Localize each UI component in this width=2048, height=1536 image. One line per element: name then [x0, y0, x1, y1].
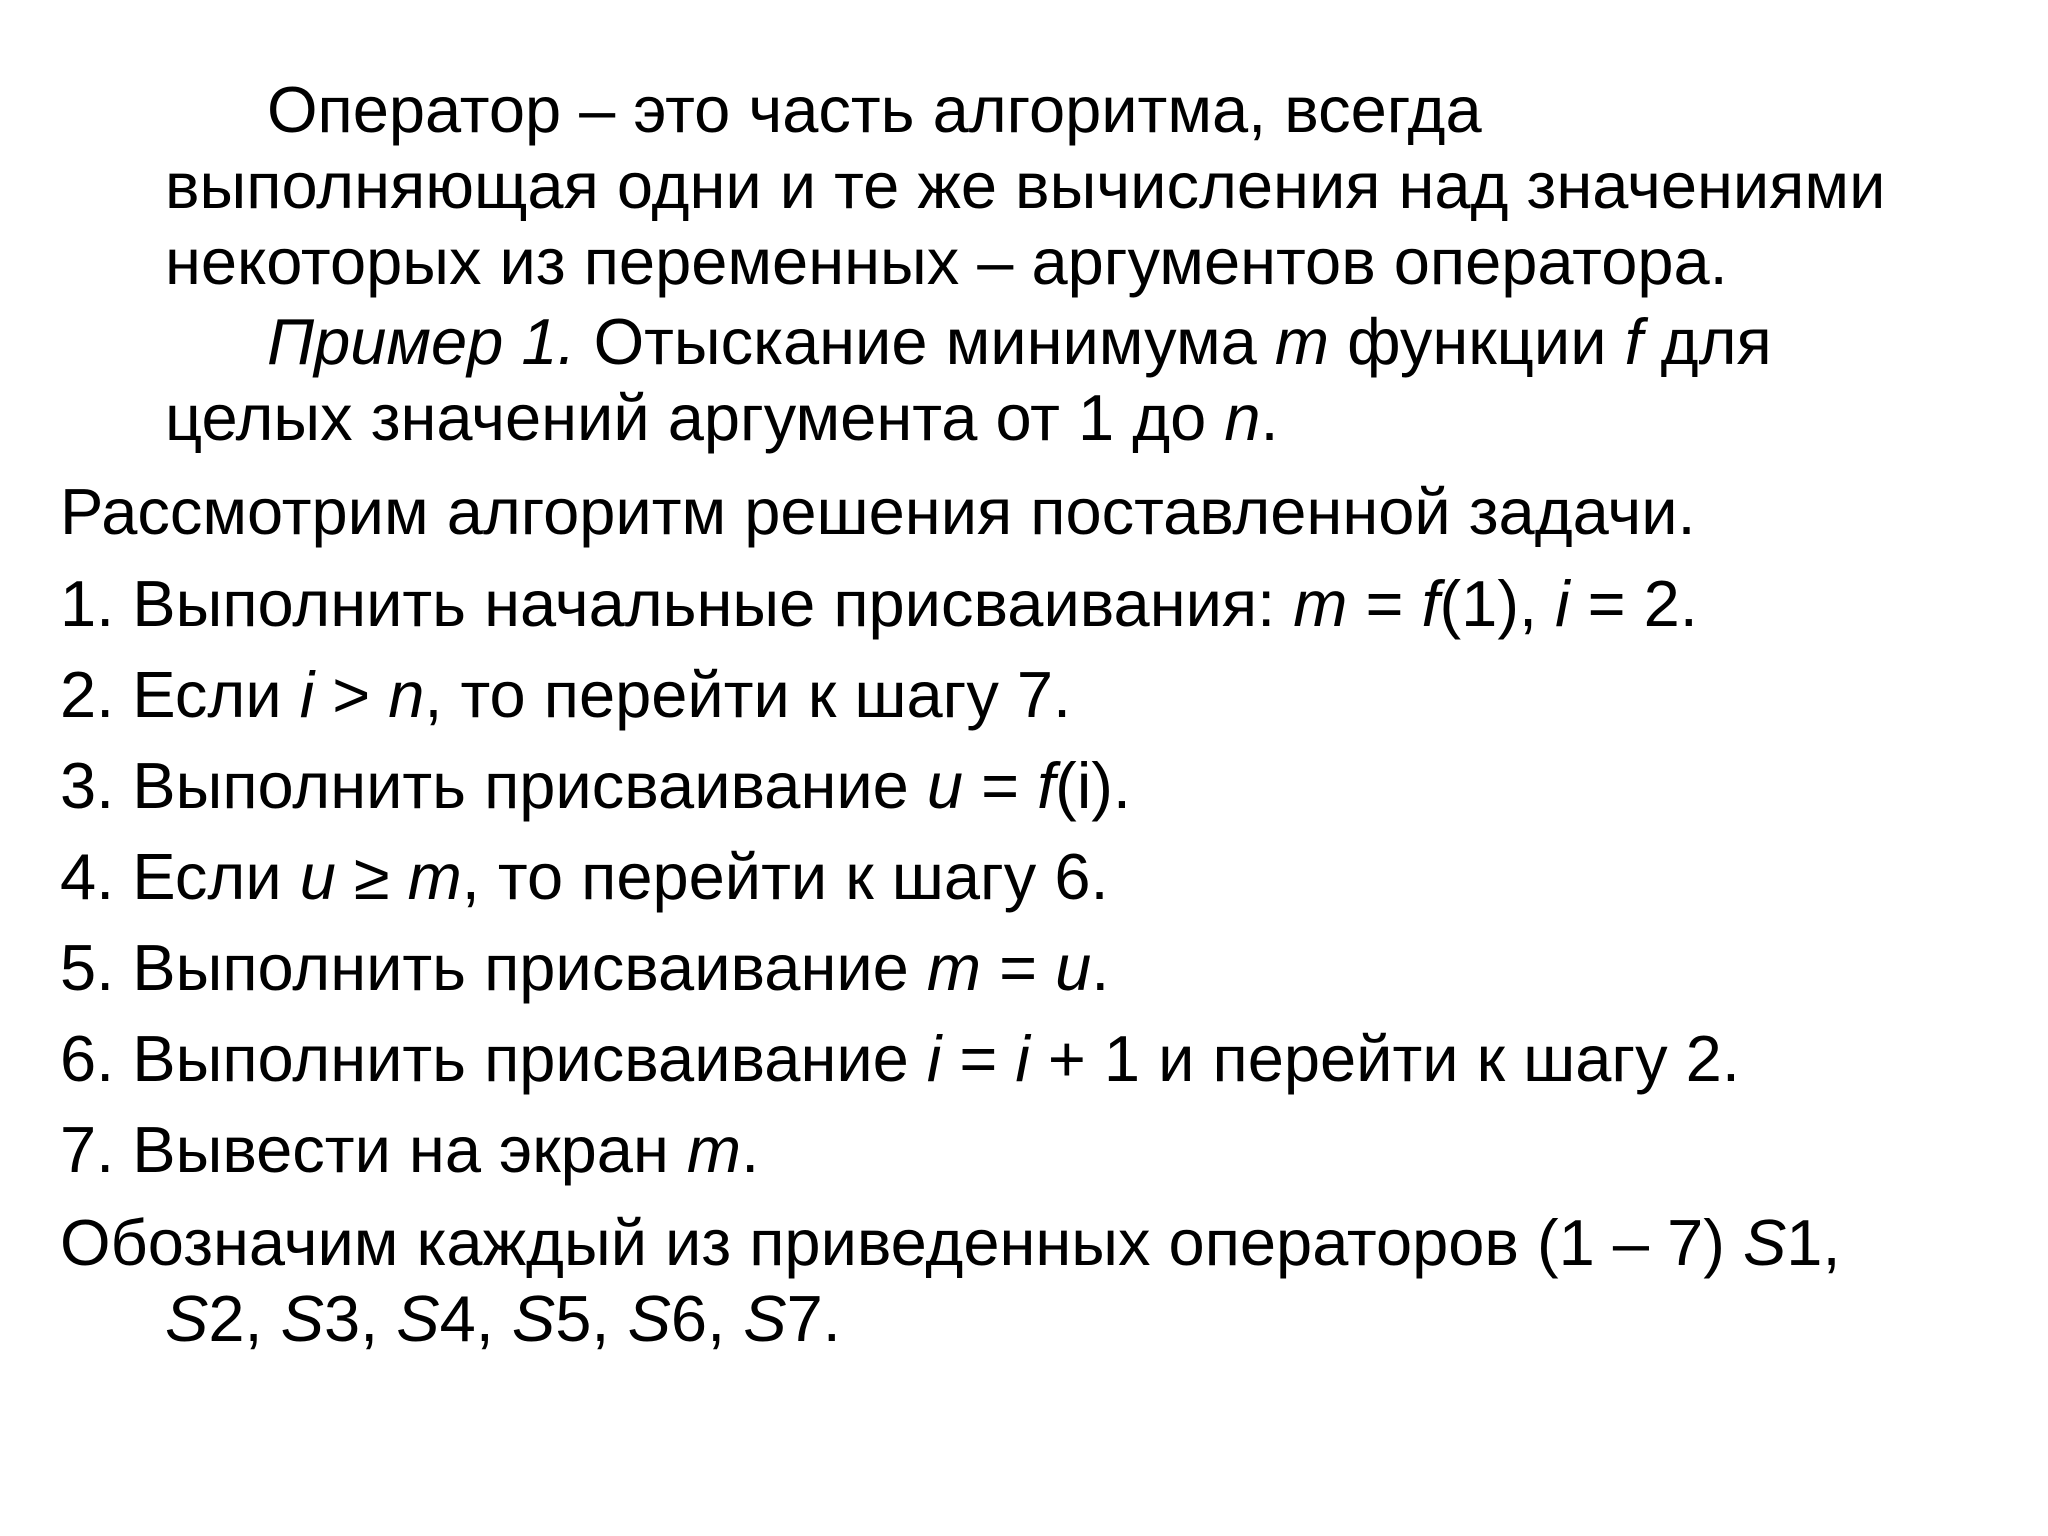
definition-line-1: Оператор – это часть алгоритма, всегда: [267, 73, 1482, 146]
operator-num: 2,: [208, 1282, 281, 1355]
example-line-2: [165, 380, 1772, 456]
operator-s: S: [165, 1282, 209, 1355]
operator-s: S: [511, 1282, 556, 1355]
intro-line: Рассмотрим алгоритм решения поставленной задачи.: [60, 475, 1696, 548]
operator-num: 5,: [555, 1282, 628, 1355]
step-text: (i).: [1055, 749, 1131, 822]
step-text: 7. Вывести на экран: [60, 1113, 687, 1186]
var-i: i: [926, 1022, 942, 1095]
var-f: f: [1037, 749, 1056, 822]
step-text: = 2.: [1569, 567, 1698, 640]
var-u: u: [299, 840, 336, 913]
var-i: i: [1555, 567, 1570, 640]
step-text: 6. Выполнить присваивание: [60, 1022, 927, 1095]
var-f: f: [1421, 567, 1440, 640]
var-m: m: [686, 1113, 742, 1186]
step-text: , то перейти к шагу 7.: [424, 658, 1072, 731]
step-text: , то перейти к шагу 6.: [461, 840, 1109, 913]
step-text: .: [741, 1113, 760, 1186]
conclusion-text: Обозначим каждый из приведенных операторов (1 – 7): [60, 1206, 1743, 1279]
var-u: u: [1055, 931, 1092, 1004]
step-4: [60, 839, 1109, 915]
step-text: ≥: [335, 840, 408, 913]
operator-num: 7.: [786, 1282, 841, 1355]
var-m: m: [1274, 305, 1330, 378]
step-text: =: [1347, 567, 1422, 640]
example-text-1: Отыскание минимума: [575, 305, 1275, 378]
example-label: Пример 1.: [267, 305, 576, 378]
example-line-2-text: целых значений аргумента от 1 до: [165, 381, 1225, 454]
operator-num: 1,: [1786, 1206, 1841, 1279]
step-3: [60, 748, 1131, 824]
conclusion-line-1: [60, 1205, 1841, 1281]
operator-num: 4,: [439, 1282, 512, 1355]
var-u: u: [926, 749, 964, 822]
step-text: 4. Если: [60, 840, 300, 913]
step-5: [60, 930, 1109, 1006]
step-6: [60, 1021, 1740, 1097]
var-m: m: [407, 840, 462, 913]
step-text: =: [981, 931, 1056, 1004]
var-m: m: [926, 931, 982, 1004]
step-text: =: [941, 1022, 1016, 1095]
operator-s: S: [396, 1282, 440, 1355]
example-line-2-end: .: [1260, 381, 1279, 454]
example-paragraph: [165, 304, 1772, 456]
example-text-3: для: [1642, 305, 1772, 378]
step-text: + 1 и перейти к шагу 2.: [1029, 1022, 1740, 1095]
example-text-2: функции: [1329, 305, 1625, 378]
step-text: 3. Выполнить присваивание: [60, 749, 927, 822]
operator-num: 3,: [324, 1282, 397, 1355]
operator-s: S: [743, 1282, 787, 1355]
step-1: [60, 566, 1698, 642]
var-i: i: [1015, 1022, 1030, 1095]
conclusion-line-2: [60, 1281, 1841, 1357]
var-m: m: [1293, 567, 1348, 640]
var-i: i: [299, 658, 315, 731]
definition-line-2: выполняющая одни и те же вычисления над значениями: [165, 149, 1886, 222]
step-text: =: [963, 749, 1038, 822]
step-text: .: [1091, 931, 1110, 1004]
conclusion-paragraph: [60, 1205, 1841, 1357]
operator-s: S: [627, 1282, 671, 1355]
step-text: 1. Выполнить начальные присваивания:: [60, 567, 1294, 640]
example-line-1: [165, 304, 1772, 380]
operator-num: 6,: [670, 1282, 744, 1355]
operator-s: S: [1742, 1206, 1787, 1279]
step-2: [60, 657, 1071, 733]
step-text: >: [314, 658, 389, 731]
definition-line-3: некоторых из переменных – аргументов оператора.: [165, 225, 1728, 298]
var-n: n: [1224, 381, 1261, 454]
operator-s: S: [280, 1282, 324, 1355]
step-7: [60, 1112, 759, 1188]
step-text: (1),: [1439, 567, 1556, 640]
var-n: n: [388, 658, 425, 731]
step-text: 5. Выполнить присваивание: [60, 931, 927, 1004]
step-text: 2. Если: [60, 658, 300, 731]
definition-paragraph: [165, 72, 1885, 300]
var-f: f: [1624, 305, 1643, 378]
